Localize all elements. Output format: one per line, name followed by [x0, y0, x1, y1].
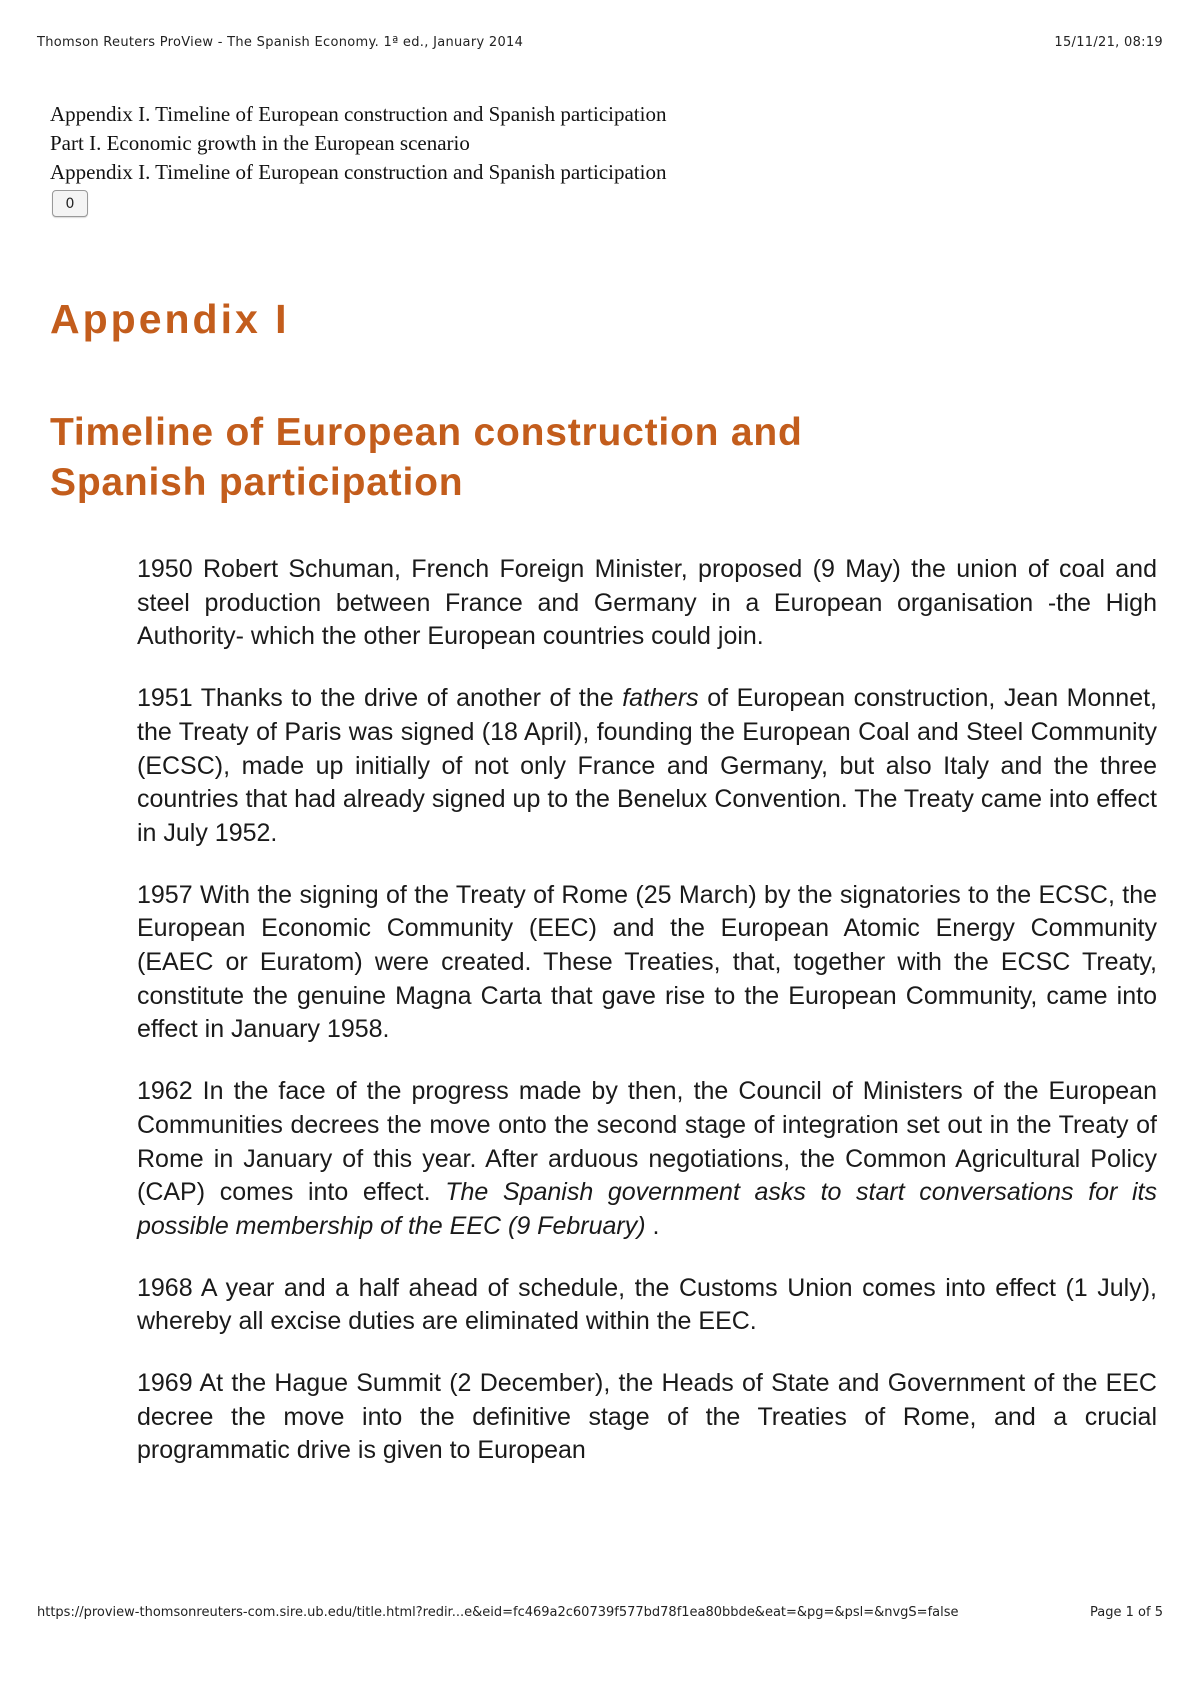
page-title-line-1: Timeline of European construction and: [50, 411, 803, 454]
appendix-label: Appendix I: [50, 296, 290, 342]
entry-text: 1962 In the face of the progress made by then, the Council of Ministers of the European Communities decrees the move onto the second stage of integration set out in the Treaty of Rome in January of this year. After arduous negotiations, the Common Agricultural Policy (CAP) comes into effect.: [137, 1077, 1157, 1207]
print-footer-url[interactable]: https://proview-thomsonreuters-com.sire.ub.edu/title.html?redir...e&eid=fc469a2c60739f577bd78f1ea80bbde&eat=&pg=&psl=&nvgS=false: [37, 1605, 959, 1620]
print-header-datetime: 15/11/21, 08:19: [1054, 35, 1163, 50]
print-footer: [37, 1605, 1163, 1620]
print-header: [37, 35, 1163, 50]
timeline-entry-1957: 1957 With the signing of the Treaty of Rome (25 March) by the signatories to the ECSC, the European Economic Community (EEC) and the European Atomic Energy Community (EAEC or Euratom) were created. These Treaties, that, together with the ECSC Treaty, constitute the genuine Magna Carta that gave rise to the European Community, came into effect in January 1958.: [137, 880, 1157, 1044]
entry-text: of European construction, Jean Monnet, the Treaty of Paris was signed (18 April), founding the European Coal and Steel Community (ECSC), made up initially of not only France and Germany, but also Italy and the three countries that had already signed up to the Benelux Convention. The Treaty came into effect in July 1952.: [137, 684, 1158, 847]
timeline-body: [137, 553, 1157, 1496]
entry-emphasis: fathers: [622, 684, 699, 713]
timeline-entry-1951: [137, 682, 1157, 851]
page-title-line-2: Spanish participation: [50, 461, 464, 504]
timeline-entry-1950: 1950 Robert Schuman, French Foreign Minister, proposed (9 May) the union of coal and steel production between France and Germany in a European organisation -the High Authority- which the other European countries could join.: [137, 555, 1157, 651]
page-title: [50, 408, 950, 508]
breadcrumb-item[interactable]: Appendix I. Timeline of European construction and Spanish participation: [50, 102, 667, 126]
entry-text: 1951 Thanks to the drive of another of the: [137, 684, 623, 713]
print-header-title: Thomson Reuters ProView - The Spanish Economy. 1ª ed., January 2014: [37, 35, 524, 50]
annotation-count-button[interactable]: 0: [52, 190, 88, 217]
entry-emphasis: The Spanish government asks to start conversations for its possible membership of the EEC (9 February): [137, 1178, 1158, 1240]
breadcrumb: [50, 100, 666, 187]
entry-text: .: [645, 1211, 660, 1240]
page-number: Page 1 of 5: [1090, 1605, 1163, 1620]
breadcrumb-item[interactable]: Appendix I. Timeline of European construction and Spanish participation: [50, 160, 667, 184]
timeline-entry-1969: 1969 At the Hague Summit (2 December), the Heads of State and Government of the EEC decree the move into the definitive stage of the Treaties of Rome, and a crucial programmatic drive is given to European: [137, 1369, 1157, 1465]
timeline-entry-1968: 1968 A year and a half ahead of schedule, the Customs Union comes into effect (1 July), whereby all excise duties are eliminated within the EEC.: [137, 1273, 1157, 1336]
timeline-entry-1962: [137, 1075, 1157, 1244]
breadcrumb-item[interactable]: Part I. Economic growth in the European scenario: [50, 131, 470, 155]
